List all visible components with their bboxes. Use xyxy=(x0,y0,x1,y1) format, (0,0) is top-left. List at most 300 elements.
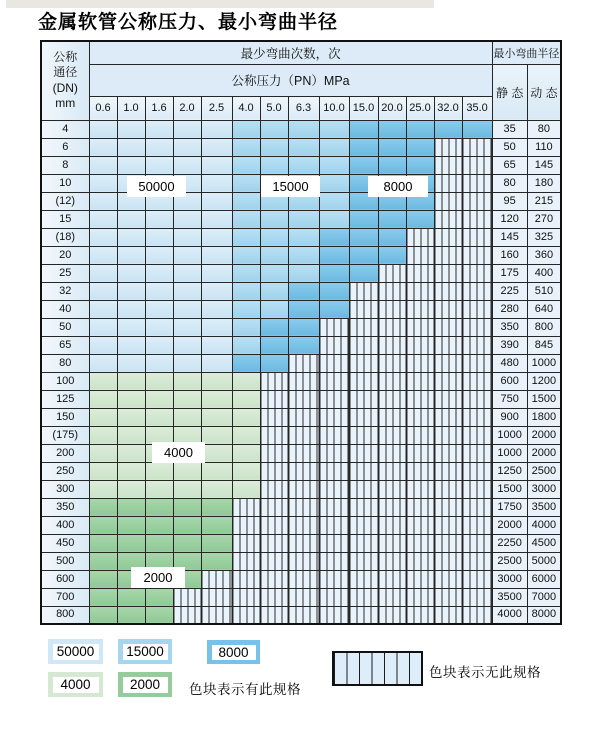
spec-cell xyxy=(173,408,201,426)
spec-cell xyxy=(232,174,260,192)
legend-swatch-8000 xyxy=(207,640,260,664)
spec-cell xyxy=(378,372,406,390)
spec-cell xyxy=(319,318,349,336)
table-row xyxy=(41,570,561,588)
header-pressure-value: 10.0 xyxy=(319,96,349,120)
spec-cell xyxy=(260,480,288,498)
spec-cell xyxy=(349,552,378,570)
spec-cell xyxy=(349,408,378,426)
spec-cell xyxy=(232,228,260,246)
table-row xyxy=(41,354,561,372)
spec-cell xyxy=(434,552,462,570)
spec-cell xyxy=(319,246,349,264)
dynamic-cell: 3500 xyxy=(527,498,561,516)
spec-cell xyxy=(145,318,173,336)
spec-cell xyxy=(406,264,434,282)
spec-cell xyxy=(232,264,260,282)
spec-cell xyxy=(319,354,349,372)
spec-cell xyxy=(117,498,145,516)
spec-cell xyxy=(260,606,288,624)
spec-cell xyxy=(406,138,434,156)
spec-cell xyxy=(89,552,117,570)
dynamic-cell: 270 xyxy=(527,210,561,228)
static-cell: 35 xyxy=(492,120,527,138)
spec-cell xyxy=(232,318,260,336)
dn-cell: 40 xyxy=(41,300,89,318)
spec-cell xyxy=(378,120,406,138)
spec-cell xyxy=(201,372,232,390)
spec-cell xyxy=(288,372,319,390)
spec-cell xyxy=(288,210,319,228)
spec-cell xyxy=(232,498,260,516)
spec-cell xyxy=(232,192,260,210)
spec-cell xyxy=(173,156,201,174)
spec-cell xyxy=(117,354,145,372)
spec-cell xyxy=(173,534,201,552)
header-pressure-value: 15.0 xyxy=(349,96,378,120)
dn-cell: 800 xyxy=(41,606,89,624)
static-cell: 175 xyxy=(492,264,527,282)
spec-cell xyxy=(201,228,232,246)
table-row xyxy=(41,588,561,606)
static-cell: 1000 xyxy=(492,426,527,444)
spec-cell xyxy=(319,516,349,534)
spec-cell xyxy=(349,156,378,174)
spec-cell xyxy=(319,138,349,156)
static-cell: 600 xyxy=(492,372,527,390)
zone-label-8000: 8000 xyxy=(368,176,428,197)
spec-cell xyxy=(260,282,288,300)
spec-cell xyxy=(406,318,434,336)
spec-cell xyxy=(173,138,201,156)
spec-cell xyxy=(319,606,349,624)
dynamic-cell: 2000 xyxy=(527,426,561,444)
spec-cell xyxy=(434,336,462,354)
table-row xyxy=(41,228,561,246)
spec-cell xyxy=(406,300,434,318)
spec-cell xyxy=(201,390,232,408)
spec-cell xyxy=(378,606,406,624)
spec-cell xyxy=(89,516,117,534)
dynamic-cell: 1200 xyxy=(527,372,561,390)
spec-cell xyxy=(288,552,319,570)
spec-cell xyxy=(232,516,260,534)
spec-cell xyxy=(89,246,117,264)
legend-swatch-4000 xyxy=(48,672,103,697)
table-row xyxy=(41,246,561,264)
spec-cell xyxy=(145,156,173,174)
spec-cell xyxy=(232,246,260,264)
spec-cell xyxy=(173,588,201,606)
header-pressure-value: 6.3 xyxy=(288,96,319,120)
spec-cell xyxy=(462,264,492,282)
spec-cell xyxy=(349,498,378,516)
spec-cell xyxy=(378,408,406,426)
static-cell: 900 xyxy=(492,408,527,426)
header-pressure-value: 2.5 xyxy=(201,96,232,120)
spec-cell xyxy=(201,264,232,282)
spec-cell xyxy=(89,408,117,426)
spec-cell xyxy=(89,498,117,516)
dynamic-cell: 6000 xyxy=(527,570,561,588)
spec-table xyxy=(40,40,562,625)
header-pressure-value: 4.0 xyxy=(232,96,260,120)
spec-cell xyxy=(173,318,201,336)
spec-cell xyxy=(173,264,201,282)
static-cell: 1250 xyxy=(492,462,527,480)
spec-cell xyxy=(288,156,319,174)
header-nominal-pressure: 公称压力（PN）MPa xyxy=(89,64,492,96)
spec-cell xyxy=(349,606,378,624)
spec-cell xyxy=(406,498,434,516)
header-dn: 公称 通径 (DN) mm xyxy=(41,41,89,120)
dynamic-cell: 3000 xyxy=(527,480,561,498)
static-cell: 750 xyxy=(492,390,527,408)
spec-cell xyxy=(145,480,173,498)
spec-cell xyxy=(145,516,173,534)
spec-cell xyxy=(378,336,406,354)
spec-cell xyxy=(349,120,378,138)
spec-cell xyxy=(406,282,434,300)
spec-cell xyxy=(201,408,232,426)
spec-cell xyxy=(406,246,434,264)
spec-cell xyxy=(349,210,378,228)
table-row xyxy=(41,372,561,390)
spec-cell xyxy=(434,516,462,534)
static-cell: 120 xyxy=(492,210,527,228)
spec-cell xyxy=(173,372,201,390)
spec-cell xyxy=(173,300,201,318)
zone-label-15000: 15000 xyxy=(261,176,320,197)
spec-cell xyxy=(117,390,145,408)
spec-cell xyxy=(288,408,319,426)
spec-cell xyxy=(232,120,260,138)
spec-cell xyxy=(232,426,260,444)
table-row xyxy=(41,390,561,408)
spec-cell xyxy=(378,552,406,570)
spec-cell xyxy=(145,282,173,300)
dynamic-cell: 325 xyxy=(527,228,561,246)
static-cell: 2000 xyxy=(492,516,527,534)
spec-cell xyxy=(349,480,378,498)
legend-swatch-50000 xyxy=(48,639,103,664)
legend-swatch-15000 xyxy=(118,639,172,664)
spec-cell xyxy=(145,120,173,138)
spec-cell xyxy=(260,354,288,372)
spec-cell xyxy=(145,408,173,426)
spec-cell xyxy=(462,282,492,300)
spec-cell xyxy=(434,174,462,192)
spec-cell xyxy=(117,408,145,426)
spec-cell xyxy=(319,282,349,300)
spec-cell xyxy=(117,516,145,534)
spec-cell xyxy=(319,480,349,498)
spec-cell xyxy=(378,300,406,318)
spec-cell xyxy=(260,552,288,570)
dn-cell: 80 xyxy=(41,354,89,372)
spec-cell xyxy=(319,462,349,480)
spec-cell xyxy=(117,480,145,498)
spec-cell xyxy=(378,354,406,372)
spec-cell xyxy=(201,606,232,624)
spec-cell xyxy=(260,588,288,606)
header-bend-cycles: 最少弯曲次数，次 xyxy=(89,41,492,64)
spec-cell xyxy=(145,372,173,390)
spec-cell xyxy=(117,246,145,264)
spec-cell xyxy=(288,588,319,606)
spec-cell xyxy=(434,480,462,498)
header-static: 静 态 xyxy=(492,64,527,120)
spec-cell xyxy=(288,462,319,480)
legend-swatch-label: 2000 xyxy=(123,677,168,693)
spec-cell xyxy=(462,480,492,498)
spec-cell xyxy=(378,426,406,444)
spec-cell xyxy=(117,318,145,336)
spec-cell xyxy=(232,480,260,498)
spec-cell xyxy=(319,300,349,318)
spec-cell xyxy=(145,354,173,372)
dn-cell: 150 xyxy=(41,408,89,426)
dn-cell: 32 xyxy=(41,282,89,300)
table-row xyxy=(41,606,561,624)
spec-cell xyxy=(406,336,434,354)
spec-cell xyxy=(117,138,145,156)
header-pressure-value: 20.0 xyxy=(378,96,406,120)
table-row xyxy=(41,156,561,174)
dynamic-cell: 8000 xyxy=(527,606,561,624)
spec-cell xyxy=(462,300,492,318)
dynamic-cell: 640 xyxy=(527,300,561,318)
spec-cell xyxy=(117,264,145,282)
spec-cell xyxy=(349,336,378,354)
dynamic-cell: 2000 xyxy=(527,444,561,462)
table-row xyxy=(41,552,561,570)
spec-cell xyxy=(406,120,434,138)
spec-cell xyxy=(288,264,319,282)
spec-cell xyxy=(201,174,232,192)
spec-cell xyxy=(319,192,349,210)
header-min-bend-radius: 最小弯曲半径 xyxy=(492,41,561,64)
spec-cell xyxy=(434,372,462,390)
dn-cell: 100 xyxy=(41,372,89,390)
spec-cell xyxy=(145,462,173,480)
table-row xyxy=(41,444,561,462)
spec-cell xyxy=(434,264,462,282)
dn-cell: 8 xyxy=(41,156,89,174)
header-dynamic: 动 态 xyxy=(527,64,561,120)
spec-cell xyxy=(117,156,145,174)
spec-cell xyxy=(462,336,492,354)
spec-cell xyxy=(378,264,406,282)
spec-cell xyxy=(462,120,492,138)
spec-cell xyxy=(462,444,492,462)
spec-cell xyxy=(288,318,319,336)
spec-cell xyxy=(89,138,117,156)
spec-cell xyxy=(434,138,462,156)
spec-cell xyxy=(319,444,349,462)
spec-cell xyxy=(288,300,319,318)
dn-cell: (12) xyxy=(41,192,89,210)
dn-cell: 250 xyxy=(41,462,89,480)
dynamic-cell: 800 xyxy=(527,318,561,336)
spec-cell xyxy=(434,408,462,426)
spec-cell xyxy=(406,588,434,606)
spec-cell xyxy=(201,354,232,372)
spec-cell xyxy=(434,498,462,516)
spec-cell xyxy=(378,390,406,408)
spec-cell xyxy=(145,264,173,282)
spec-cell xyxy=(349,588,378,606)
dynamic-cell: 400 xyxy=(527,264,561,282)
spec-cell xyxy=(89,210,117,228)
spec-cell xyxy=(378,282,406,300)
spec-cell xyxy=(232,156,260,174)
spec-cell xyxy=(260,408,288,426)
spec-cell xyxy=(406,210,434,228)
static-cell: 390 xyxy=(492,336,527,354)
spec-cell xyxy=(406,156,434,174)
header-pressure-value: 25.0 xyxy=(406,96,434,120)
spec-cell xyxy=(288,120,319,138)
spec-cell xyxy=(201,120,232,138)
spec-cell xyxy=(434,210,462,228)
spec-cell xyxy=(462,138,492,156)
table-row xyxy=(41,264,561,282)
spec-cell xyxy=(462,606,492,624)
dn-cell: 200 xyxy=(41,444,89,462)
spec-cell xyxy=(434,606,462,624)
table-row xyxy=(41,408,561,426)
dynamic-cell: 80 xyxy=(527,120,561,138)
spec-cell xyxy=(319,498,349,516)
static-cell: 65 xyxy=(492,156,527,174)
spec-cell xyxy=(201,300,232,318)
spec-cell xyxy=(173,462,201,480)
spec-cell xyxy=(201,588,232,606)
spec-cell xyxy=(201,192,232,210)
spec-cell xyxy=(462,588,492,606)
static-cell: 1000 xyxy=(492,444,527,462)
spec-cell xyxy=(288,390,319,408)
spec-cell xyxy=(462,570,492,588)
spec-cell xyxy=(145,588,173,606)
spec-cell xyxy=(201,516,232,534)
dn-cell: 15 xyxy=(41,210,89,228)
spec-cell xyxy=(288,498,319,516)
spec-cell xyxy=(349,282,378,300)
header-pressure-value: 32.0 xyxy=(434,96,462,120)
spec-cell xyxy=(173,516,201,534)
spec-cell xyxy=(145,498,173,516)
spec-cell xyxy=(89,174,117,192)
spec-cell xyxy=(462,210,492,228)
legend-swatch-2000 xyxy=(118,672,172,697)
dynamic-cell: 7000 xyxy=(527,588,561,606)
spec-cell xyxy=(349,426,378,444)
dynamic-cell: 360 xyxy=(527,246,561,264)
static-cell: 4000 xyxy=(492,606,527,624)
spec-cell xyxy=(378,462,406,480)
spec-cell xyxy=(117,120,145,138)
spec-cell xyxy=(288,570,319,588)
spec-cell xyxy=(349,318,378,336)
spec-cell xyxy=(288,228,319,246)
dn-cell: 350 xyxy=(41,498,89,516)
spec-cell xyxy=(117,210,145,228)
static-cell: 2500 xyxy=(492,552,527,570)
spec-cell xyxy=(462,192,492,210)
static-cell: 80 xyxy=(492,174,527,192)
spec-cell xyxy=(462,174,492,192)
spec-cell xyxy=(89,462,117,480)
spec-cell xyxy=(434,426,462,444)
spec-cell xyxy=(319,120,349,138)
static-cell: 50 xyxy=(492,138,527,156)
spec-cell xyxy=(260,138,288,156)
spec-cell xyxy=(260,444,288,462)
spec-cell xyxy=(260,498,288,516)
spec-cell xyxy=(260,336,288,354)
spec-cell xyxy=(462,498,492,516)
spec-cell xyxy=(319,210,349,228)
spec-cell xyxy=(462,516,492,534)
spec-cell xyxy=(260,210,288,228)
header-pressure-value: 0.6 xyxy=(89,96,117,120)
dynamic-cell: 110 xyxy=(527,138,561,156)
spec-cell xyxy=(201,138,232,156)
spec-cell xyxy=(232,462,260,480)
spec-cell xyxy=(349,300,378,318)
dn-cell: 6 xyxy=(41,138,89,156)
spec-cell xyxy=(378,516,406,534)
spec-cell xyxy=(319,228,349,246)
spec-cell xyxy=(201,282,232,300)
spec-cell xyxy=(378,570,406,588)
spec-cell xyxy=(406,390,434,408)
spec-cell xyxy=(117,426,145,444)
spec-cell xyxy=(89,480,117,498)
static-cell: 3500 xyxy=(492,588,527,606)
spec-cell xyxy=(145,228,173,246)
spec-cell xyxy=(145,210,173,228)
dynamic-cell: 845 xyxy=(527,336,561,354)
dn-cell: (18) xyxy=(41,228,89,246)
spec-cell xyxy=(232,138,260,156)
spec-cell xyxy=(117,300,145,318)
spec-cell xyxy=(260,372,288,390)
table-row xyxy=(41,480,561,498)
spec-cell xyxy=(288,426,319,444)
spec-cell xyxy=(232,588,260,606)
spec-cell xyxy=(232,282,260,300)
spec-cell xyxy=(434,354,462,372)
spec-cell xyxy=(406,570,434,588)
legend-swatch-label: 4000 xyxy=(53,677,99,693)
static-cell: 1750 xyxy=(492,498,527,516)
spec-cell xyxy=(462,426,492,444)
spec-cell xyxy=(434,282,462,300)
spec-cell xyxy=(173,120,201,138)
spec-cell xyxy=(232,606,260,624)
spec-cell xyxy=(319,264,349,282)
spec-cell xyxy=(173,480,201,498)
spec-cell xyxy=(173,354,201,372)
legend-unavailable-text: 色块表示无此规格 xyxy=(429,665,541,680)
page-title: 金属软管公称压力、最小弯曲半径 xyxy=(38,11,339,33)
spec-cell xyxy=(260,390,288,408)
spec-cell xyxy=(434,462,462,480)
dynamic-cell: 180 xyxy=(527,174,561,192)
